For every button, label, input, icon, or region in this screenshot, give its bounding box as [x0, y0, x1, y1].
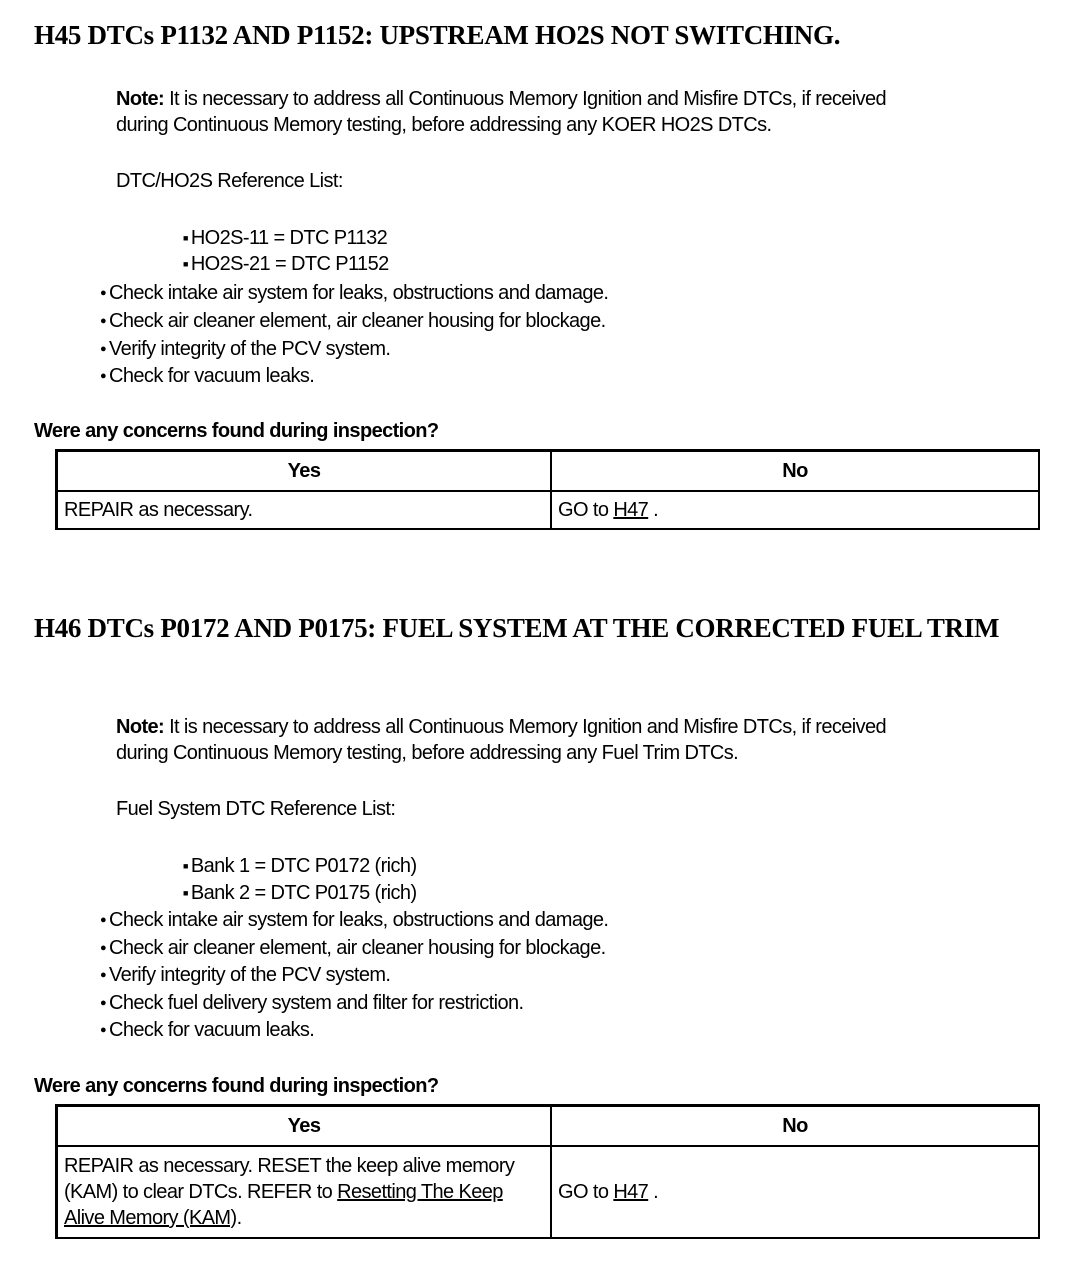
reference-list-title: DTC/HO2S Reference List: — [116, 170, 343, 192]
no-cell — [551, 491, 1039, 529]
reference-item: ■ HO2S-21 = DTC P1152 — [183, 251, 389, 278]
inspection-question: Were any concerns found during inspection? — [34, 420, 439, 442]
yes-header: Yes — [57, 1106, 552, 1147]
check-item: ● Check fuel delivery system and filter for restriction. — [100, 990, 523, 1017]
note-text-2: during Continuous Memory testing, before addressing any Fuel Trim DTCs. — [116, 742, 739, 764]
link-resetting-kam[interactable]: Resetting The Keep Alive Memory (KAM) — [64, 1181, 503, 1229]
yes-cell — [57, 1146, 552, 1238]
yes-text: REPAIR as necessary. RESET the keep alive memory (KAM) to clear DTCs. REFER to — [64, 1155, 515, 1203]
section-title-h46: H46 DTCs P0172 AND P0175: FUEL SYSTEM AT THE CORRECTED FUEL TRIM — [34, 613, 1000, 643]
note-text-2: during Continuous Memory testing, before addressing any KOER HO2S DTCs. — [116, 114, 772, 136]
yes-header: Yes — [57, 451, 552, 492]
check-item: ● Verify integrity of the PCV system. — [100, 336, 390, 363]
note-label: Note: — [116, 716, 165, 738]
check-item: ● Check intake air system for leaks, obstructions and damage. — [100, 907, 608, 934]
note-h45 — [116, 86, 886, 113]
reference-item: ■ Bank 2 = DTC P0175 (rich) — [183, 880, 417, 907]
check-item: ● Check air cleaner element, air cleaner housing for blockage. — [100, 935, 606, 962]
no-header: No — [551, 451, 1039, 492]
decision-table-h45 — [55, 449, 1040, 530]
no-suffix: . — [648, 498, 659, 521]
no-prefix: GO to — [558, 498, 614, 521]
link-h47[interactable]: H47 — [613, 498, 649, 521]
link-h47[interactable]: H47 — [613, 1180, 649, 1203]
yes-text: REPAIR as necessary. — [64, 498, 253, 521]
no-header: No — [551, 1106, 1039, 1147]
reference-list-title: Fuel System DTC Reference List: — [116, 798, 396, 820]
inspection-question: Were any concerns found during inspection? — [34, 1075, 439, 1097]
check-item: ● Check for vacuum leaks. — [100, 363, 314, 390]
reference-item: ■ HO2S-11 = DTC P1132 — [183, 225, 387, 252]
yes-after: . — [236, 1207, 242, 1229]
reference-item: ■ Bank 1 = DTC P0172 (rich) — [183, 853, 417, 880]
check-item: ● Verify integrity of the PCV system. — [100, 962, 390, 989]
note-label: Note: — [116, 88, 165, 110]
note-text: It is necessary to address all Continuous Memory Ignition and Misfire DTCs, if received — [164, 88, 887, 110]
no-prefix: GO to — [558, 1180, 614, 1203]
check-item: ● Check air cleaner element, air cleaner housing for blockage. — [100, 308, 606, 335]
note-text: It is necessary to address all Continuous Memory Ignition and Misfire DTCs, if received — [164, 716, 887, 738]
check-item: ● Check intake air system for leaks, obstructions and damage. — [100, 280, 608, 307]
yes-cell — [57, 491, 552, 529]
section-title-h45: H45 DTCs P1132 AND P1152: UPSTREAM HO2S NOT SWITCHING. — [34, 20, 841, 50]
check-item: ● Check for vacuum leaks. — [100, 1017, 314, 1044]
decision-table-h46 — [55, 1104, 1040, 1239]
note-h46 — [116, 714, 886, 741]
no-suffix: . — [648, 1180, 659, 1203]
no-cell — [551, 1146, 1039, 1238]
